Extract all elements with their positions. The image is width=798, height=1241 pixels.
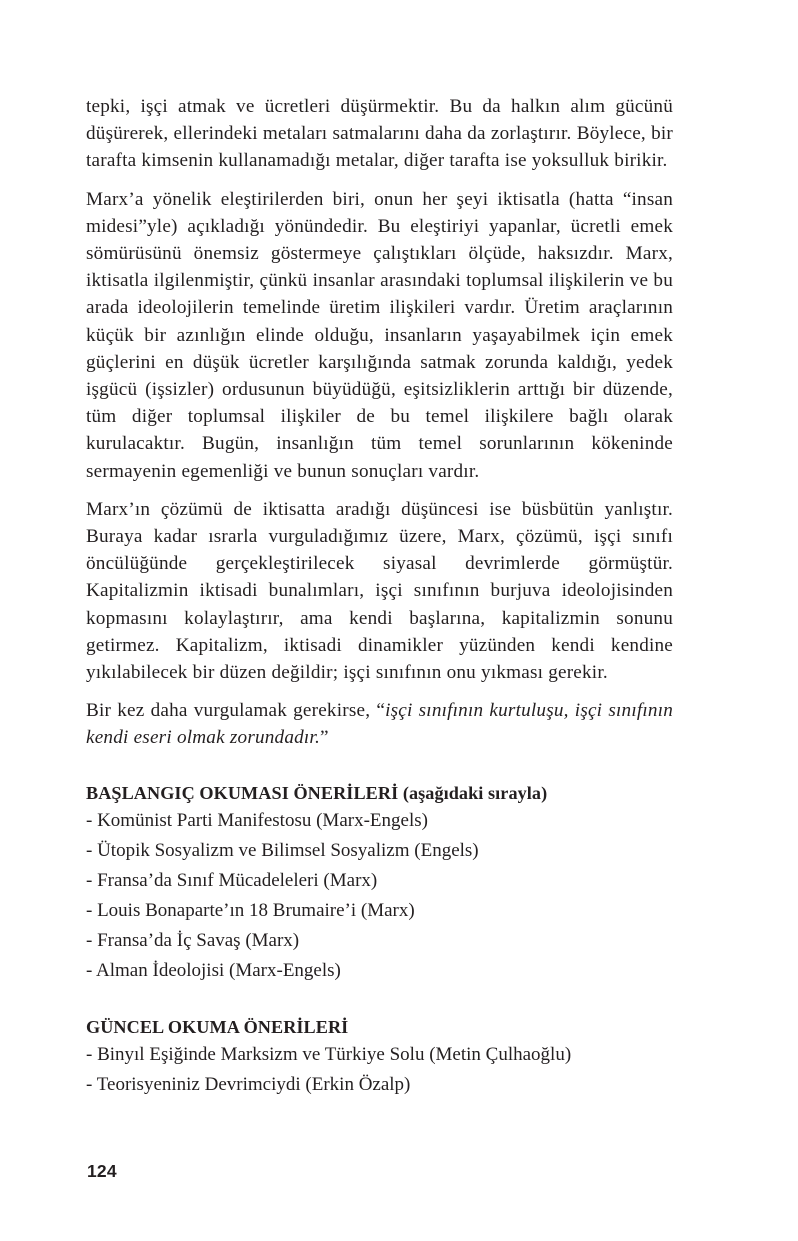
text-column	[86, 93, 673, 1100]
closing-quote-paragraph	[86, 697, 673, 751]
section-heading-guncel: GÜNCEL OKUMA ÖNERİLERİ	[86, 1016, 349, 1037]
paragraph-2: Marx’a yönelik eleştirilerden biri, onun her şeyi iktisatla (hatta “insan midesi”yle) açıkladığı yönündedir. Bu eleştiriyi yapanlar, ücretli emek sömürüsünü önemsiz göstermeye çalıştıkları ölçüde, haksızdır. Marx, iktisatla ilgilenmiştir, çünkü insanlar arasındaki toplumsal ilişkilerin ve bu arada ideolojilerin temelinde üretim ilişkileri vardır. Üretim araçlarının küçük bir azınlığın elinde olduğu, insanların yaşayabilmek için emek güçlerini en düşük ücretler karşılığında satmak zorunda kaldığı, yedek işgücü (işsizler) ordusunun büyüdüğü, eşitsizliklerin arttığı bir düzende, tüm diğer toplumsal ilişkiler de bu temel ilişkilere bağlı olarak kurulacaktır. Bugün, insanlığın tüm temel sorunlarının kökeninde sermayenin egemenliği ve bunun sonuçları vardır.	[86, 188, 673, 482]
list-item: - Komünist Parti Manifestosu (Marx-Engels)	[86, 809, 428, 831]
reading-list-guncel	[86, 1040, 673, 1100]
list-item: - Fransa’da İç Savaş (Marx)	[86, 929, 300, 951]
spacer-before-first-section	[86, 752, 673, 780]
paragraph-3: Marx’ın çözümü de iktisatta aradığı düşüncesi ise büsbütün yanlıştır. Buraya kadar ısrarla vurguladığımız üzere, Marx, çözümü, işçi sınıfı öncülüğünde gerçekleştirilecek siyasal devrimlerde görmüştür. Kapitalizmin iktisadi bunalımları, işçi sınıfının burjuva ideolojisinden kopmasını kolaylaştırır, ama kendi başlarına, kapitalizmin sonunu getirmez. Kapitalizm, iktisadi dinamikler yüzünden kendi kendine yıkılabilecek bir düzen değildir; işçi sınıfının onu yıkması gerekir.	[86, 498, 673, 684]
quote-italic-text: işçi sınıfının kurtuluşu, işçi sınıfının kendi eseri olmak zorundadır.	[86, 700, 673, 749]
list-item: - Louis Bonaparte’ın 18 Brumaire’i (Marx)	[86, 899, 415, 921]
list-item: - Fransa’da Sınıf Mücadeleleri (Marx)	[86, 869, 378, 891]
quote-closing-mark: ”	[319, 727, 329, 749]
page-number: 124	[87, 1161, 117, 1181]
list-item: - Teorisyeniniz Devrimciydi (Erkin Özalp)	[86, 1073, 411, 1095]
paragraph-1: tepki, işçi atmak ve ücretleri düşürmektir. Bu da halkın alım gücünü düşürerek, ellerindeki metaları satmalarını daha da zorlaştırır. Böylece, bir tarafta kimsenin kullanamadığı metalar, diğer tarafta ise yoksulluk birikir.	[86, 96, 673, 172]
list-item: - Binyıl Eşiğinde Marksizm ve Türkiye Solu (Metin Çulhaoğlu)	[86, 1043, 572, 1065]
spacer-between-sections	[86, 986, 673, 1014]
reading-list-baslangic	[86, 806, 673, 986]
list-item: - Alman İdeolojisi (Marx-Engels)	[86, 959, 341, 981]
quote-lead-text: Bir kez daha vurgulamak gerekirse, “	[86, 700, 386, 722]
list-item: - Ütopik Sosyalizm ve Bilimsel Sosyalizm (Engels)	[86, 839, 479, 861]
section-heading-baslangic: BAŞLANGIÇ OKUMASI ÖNERİLERİ (aşağıdaki sırayla)	[86, 782, 548, 803]
reading-section-guncel	[86, 1014, 673, 1100]
reading-section-baslangic	[86, 780, 673, 986]
